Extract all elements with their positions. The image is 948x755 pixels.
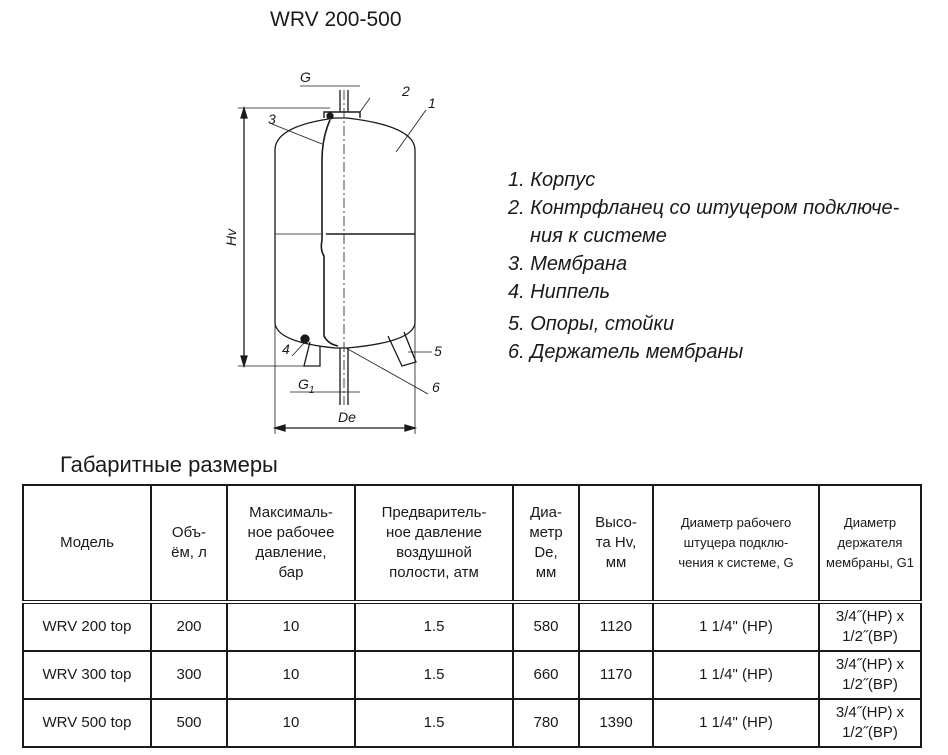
cell-model: WRV 200 top: [23, 602, 151, 651]
legend-item: 1. Корпус: [508, 169, 596, 191]
cell-preset-pressure: 1.5: [355, 651, 513, 699]
header-fitting: Диаметр рабочего штуцера подклю- чения к системе, G: [653, 485, 819, 602]
hv-label: Hv: [223, 228, 239, 246]
g-label: G: [300, 69, 311, 85]
tank-drawing: [220, 60, 460, 440]
cell-volume: 300: [151, 651, 227, 699]
legend-item: 6. Держатель мембраны: [508, 341, 744, 363]
callout-5: 5: [434, 343, 442, 359]
cell-model: WRV 300 top: [23, 651, 151, 699]
callout-6: 6: [432, 379, 440, 395]
cell-diameter: 660: [513, 651, 579, 699]
section-title: Габаритные размеры: [60, 452, 278, 477]
legend-item: 4. Ниппель: [508, 281, 611, 303]
callout-4: 4: [282, 341, 290, 357]
membrane-line: [321, 120, 338, 346]
cell-max-pressure: 10: [227, 699, 355, 747]
table-row: [23, 651, 921, 699]
diagram-title: WRV 200-500: [270, 8, 402, 31]
legend-item: 3. Мембрана: [508, 253, 628, 275]
cell-height: 1390: [579, 699, 653, 747]
cell-fitting: 1 1/4" (НР): [653, 602, 819, 651]
cell-height: 1170: [579, 651, 653, 699]
cell-model: WRV 500 top: [23, 699, 151, 747]
callout-3: 3: [268, 111, 276, 127]
table-header-row: [23, 485, 921, 602]
cell-preset-pressure: 1.5: [355, 602, 513, 651]
cell-holder: 3/4˝(НР) х 1/2˝(ВР): [819, 651, 921, 699]
cell-volume: 500: [151, 699, 227, 747]
header-model: Модель: [23, 485, 151, 602]
cell-preset-pressure: 1.5: [355, 699, 513, 747]
dimensions-table: [22, 484, 922, 748]
header-holder: Диаметр держателя мембраны, G1: [819, 485, 921, 602]
header-diameter: Диа- метр De, мм: [513, 485, 579, 602]
cell-fitting: 1 1/4" (НР): [653, 651, 819, 699]
header-height: Высо- та Hv, мм: [579, 485, 653, 602]
de-label: De: [338, 409, 356, 425]
tank-body: [275, 118, 415, 348]
legend-item: ния к системе: [530, 225, 667, 247]
cell-diameter: 780: [513, 699, 579, 747]
header-max-pressure: Максималь- ное рабочее давление, бар: [227, 485, 355, 602]
callout-2: 2: [402, 83, 410, 99]
cell-holder: 3/4˝(НР) х 1/2˝(ВР): [819, 699, 921, 747]
header-volume: Объ- ём, л: [151, 485, 227, 602]
cell-max-pressure: 10: [227, 602, 355, 651]
callout-1: 1: [428, 95, 436, 111]
parts-legend: [508, 166, 899, 366]
header-preset-pressure: Предваритель- ное давление воздушной полости, атм: [355, 485, 513, 602]
cell-diameter: 580: [513, 602, 579, 651]
table-row: [23, 699, 921, 747]
legend-item: 5. Опоры, стойки: [508, 313, 675, 335]
cell-height: 1120: [579, 602, 653, 651]
legend-item: 2. Контрфланец со штуцером подключе-: [508, 197, 900, 219]
cell-max-pressure: 10: [227, 651, 355, 699]
g1-label: $G_1$: [298, 376, 315, 396]
cell-volume: 200: [151, 602, 227, 651]
table-row: [23, 602, 921, 651]
cell-fitting: 1 1/4" (НР): [653, 699, 819, 747]
cell-holder: 3/4˝(НР) х 1/2˝(ВР): [819, 602, 921, 651]
